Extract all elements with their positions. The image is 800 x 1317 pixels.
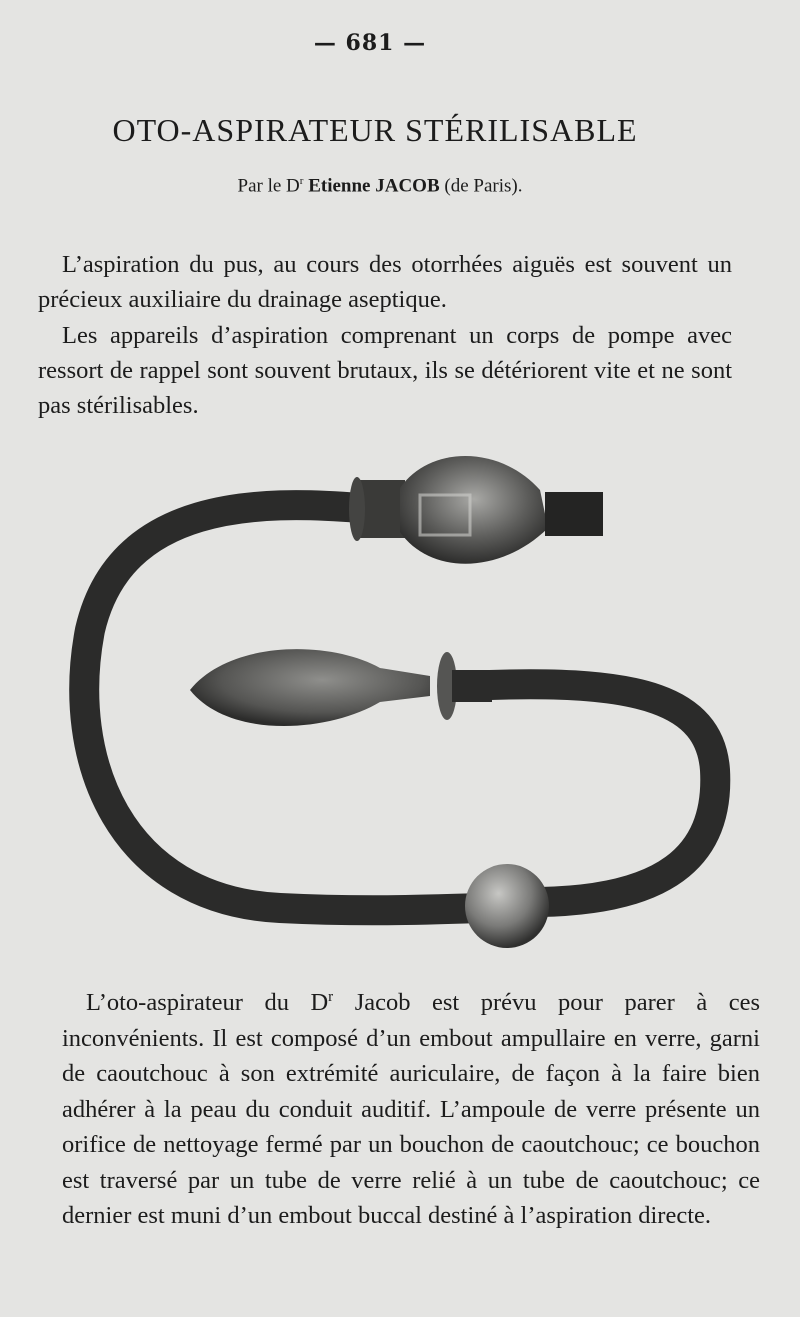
description-sup: r: [328, 989, 334, 1005]
intro-paragraph-2: Les appareils d’aspiration comprenant un corps de pompe avec ressort de rappel sont souvent brutaux, ils se détériorent vite et ne sont pas stérilisables.: [38, 322, 732, 419]
intro-paragraph-1: L’aspiration du pus, au cours des otorrhées aiguës est souvent un précieux auxiliaire du drainage aseptique.: [38, 251, 732, 313]
oto-aspirator-illustration-icon: [60, 440, 760, 960]
byline-suffix: (de Paris).: [444, 175, 523, 197]
byline-prefix: Par le D: [237, 175, 300, 197]
description-paragraph: [62, 980, 760, 1234]
description-lead: L’oto-aspirateur du D: [86, 989, 329, 1017]
page-title: OTO-ASPIRATEUR STÉRILISABLE: [112, 112, 638, 148]
description-rest: Jacob est prévu pour parer à ces inconvénients. Il est composé d’un embout ampullaire en verre, garni de caoutchouc à son extrémité auriculaire, de façon à la faire bien adhérer à la peau du conduit auditif. L’ampoule de verre présente un orifice de nettoyage fermé par un bouchon de caoutchouc; ce bouchon est traversé par un tube de verre relié à un tube de caoutchouc; ce dernier est muni d’un embout buccal destiné à l’aspiration directe.: [62, 989, 760, 1230]
page-number: — 681 —: [313, 30, 427, 56]
byline: [0, 175, 760, 197]
author-name: Etienne JACOB: [308, 175, 440, 197]
byline-sup: r: [299, 175, 304, 187]
figure: [60, 440, 760, 960]
